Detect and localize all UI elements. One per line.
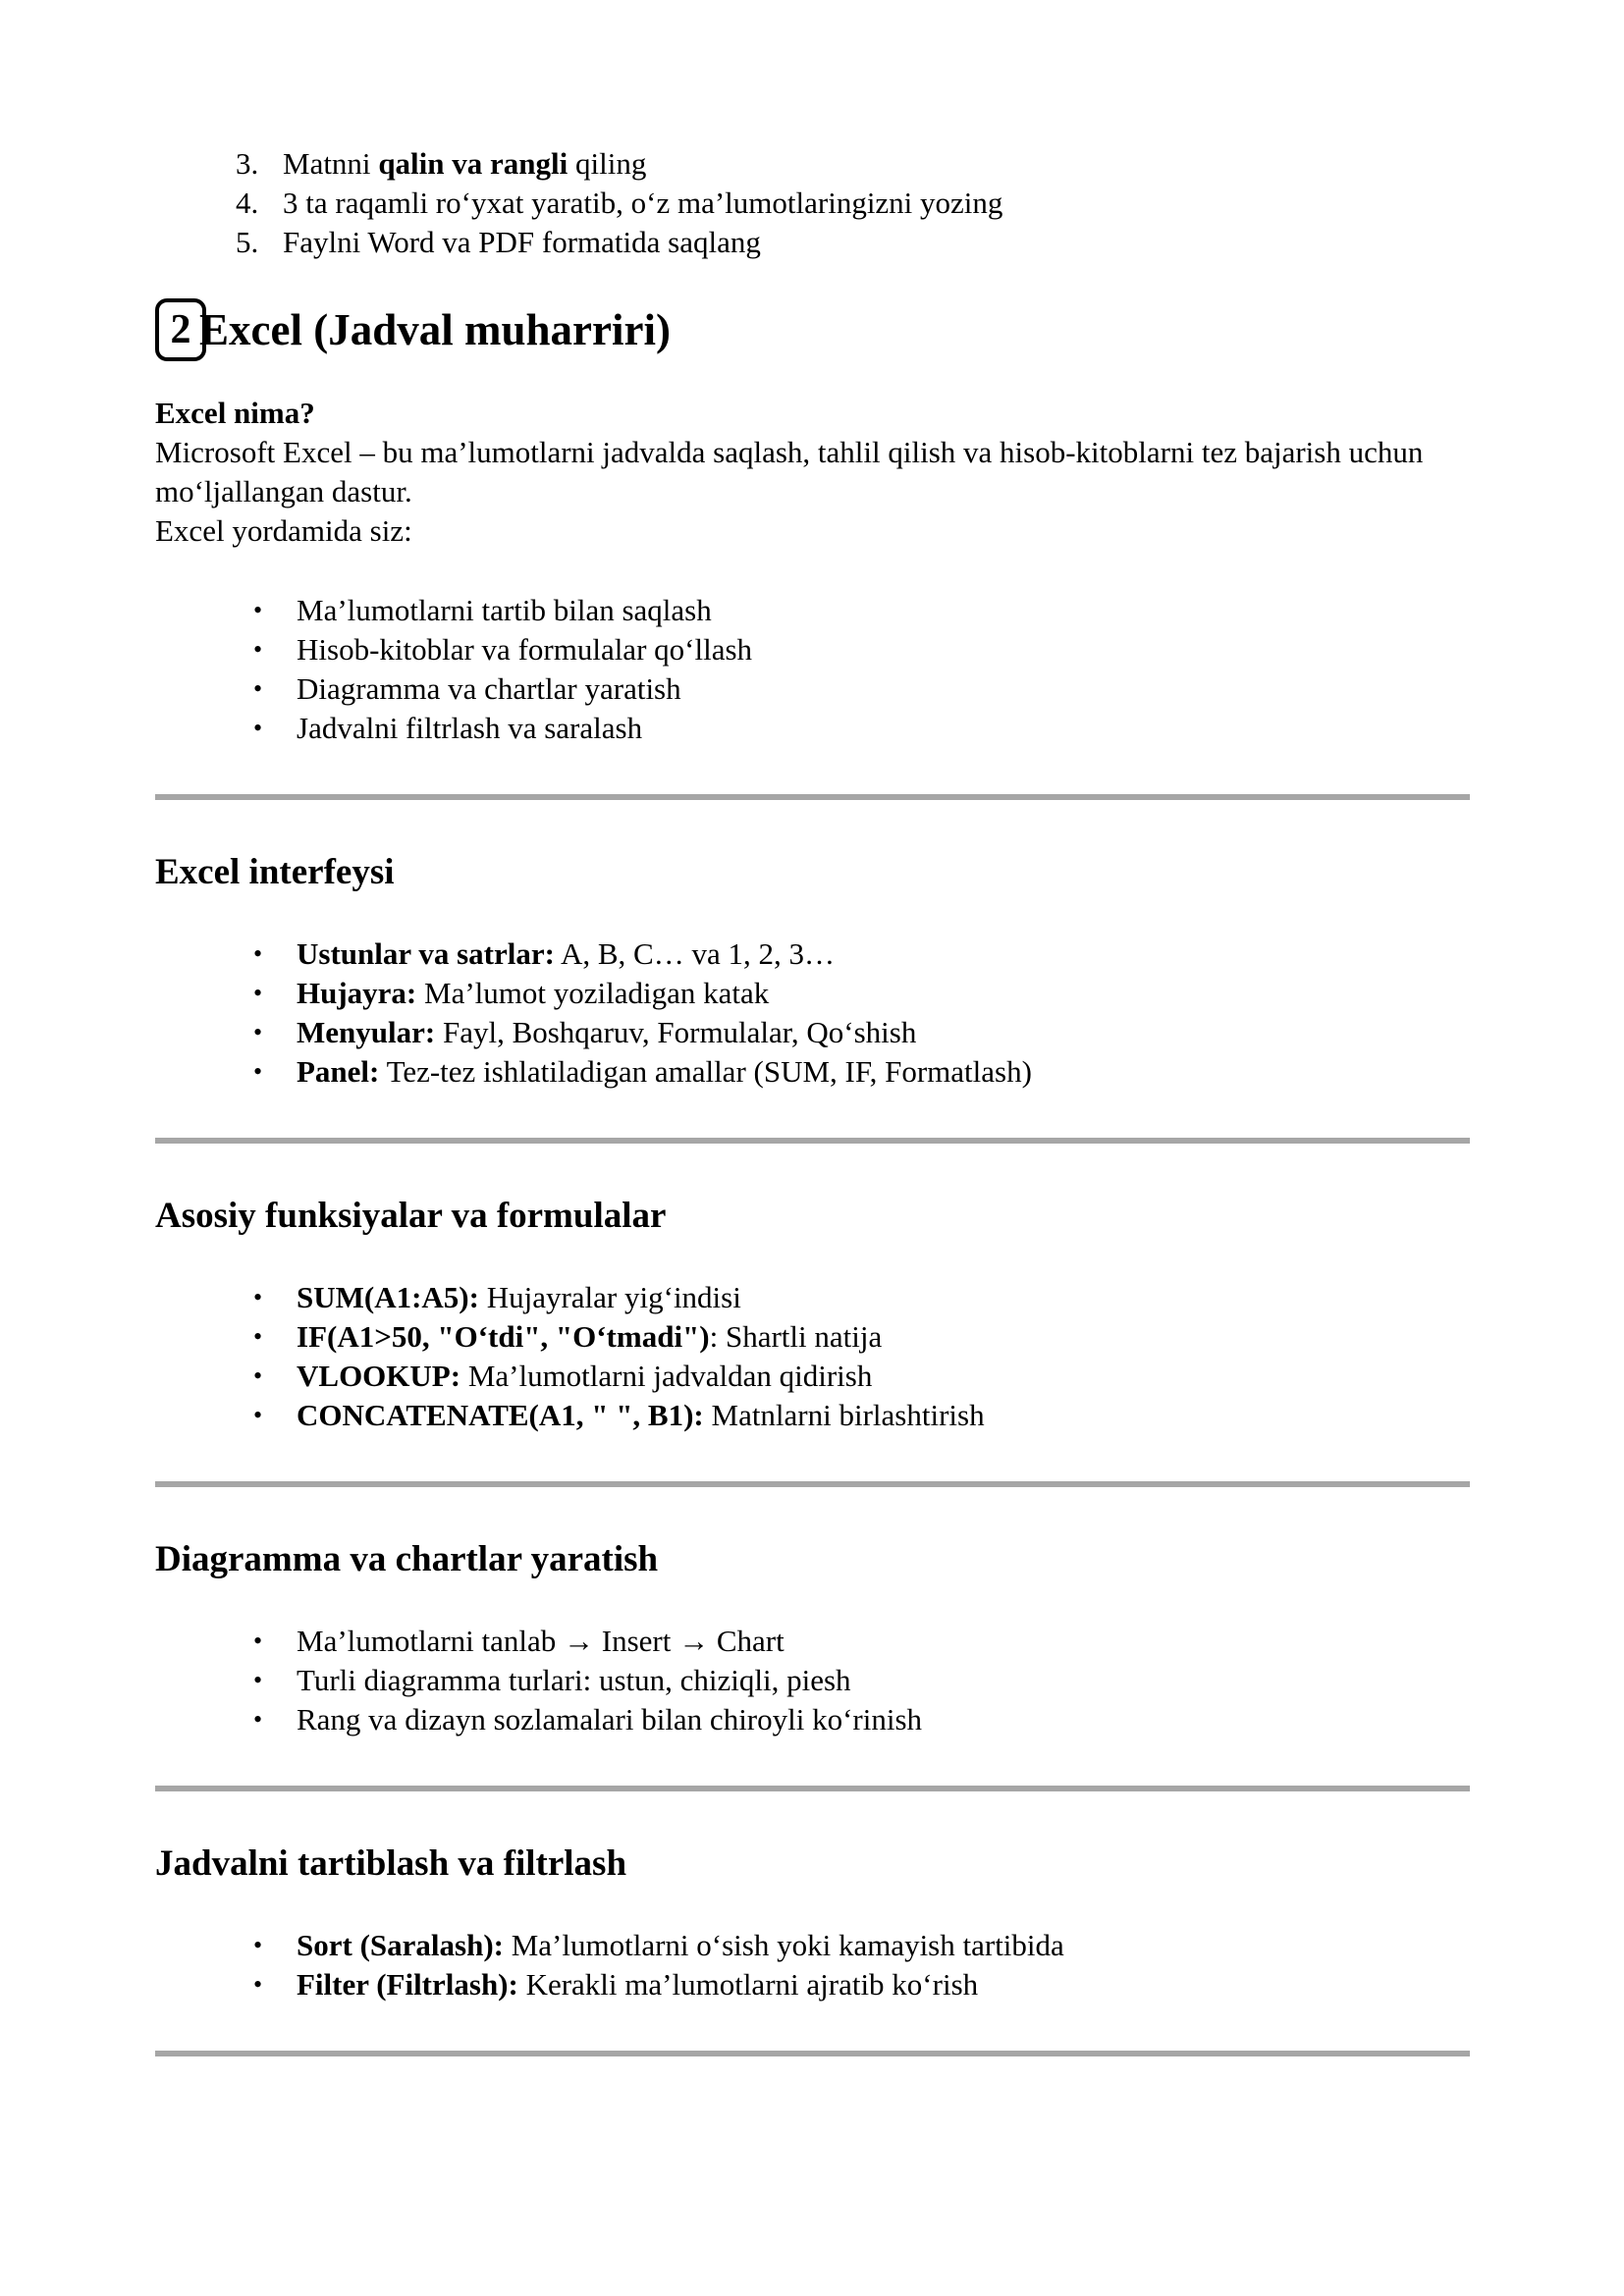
bold-run: IF(A1>50, "O‘tdi", "O‘tmadi") [297,1319,710,1354]
horizontal-rule [155,794,1470,800]
page-title [155,298,1470,361]
list-item [155,1013,1470,1052]
bullet-icon: • [253,1057,263,1086]
list-item-text [297,1700,922,1739]
bullet-icon: • [253,1401,263,1429]
bullet-icon: • [253,1970,263,1999]
list-item [155,1357,1470,1396]
list-item-text [297,1661,851,1700]
list-item [155,184,1470,223]
list-item [155,1396,1470,1435]
bold-run: qalin va rangli [378,146,568,181]
bullet-list [155,934,1470,1092]
bold-run: Menyular: [297,1015,436,1049]
bullet-icon: • [253,939,263,968]
list-item-text [297,1926,1064,1965]
list-item [155,144,1470,184]
bullet-icon: • [253,1018,263,1046]
bullet-icon: • [253,979,263,1007]
list-item-text [297,1013,916,1052]
text-run: Matnni [283,146,379,181]
lead-text: Excel yordamida siz: [155,513,412,548]
text-run: Fayl, Boshqaruv, Formulalar, Qo‘shish [435,1015,917,1049]
list-item-text [297,1052,1032,1092]
list-item [155,1317,1470,1357]
text-run: Faylni Word va PDF formatida saqlang [283,225,761,259]
text-run: Ma’lumotlarni o‘sish yoki kamayish tartibida [503,1928,1064,1962]
section-heading: Jadvalni tartiblash va filtrlash [155,1843,627,1884]
numbered-list [155,144,1470,262]
list-item-text [297,1622,785,1661]
bullet-icon: • [253,1705,263,1734]
list-item [155,669,1470,709]
list-item-text [297,1278,741,1317]
bullet-list [155,591,1470,748]
text-run: A, B, C… va 1, 2, 3… [554,936,835,971]
list-item [155,1700,1470,1739]
bold-run: SUM(A1:A5): [297,1280,479,1314]
list-item-text: Jadvalni filtrlash va saralash [297,711,643,745]
list-number: 4. [236,186,259,220]
list-item [155,1661,1470,1700]
bold-run: VLOOKUP: [297,1359,461,1393]
list-item [155,1965,1470,2004]
intro-paragraph [155,394,1470,551]
horizontal-rule [155,1481,1470,1487]
list-number: 3. [236,146,259,181]
list-item-text [297,934,835,974]
text-run: Turli diagramma turlari: ustun, chiziqli, piesh [297,1663,851,1697]
list-item-text: Hisob-kitoblar va formulalar qo‘llash [297,632,753,667]
list-item [155,223,1470,262]
horizontal-rule [155,1138,1470,1144]
text-run: : Shartli natija [709,1319,883,1354]
sub-heading: Excel nima? [155,396,315,430]
section-heading: Diagramma va chartlar yaratish [155,1539,659,1579]
list-item-text [283,144,646,184]
section-heading: Excel interfeysi [155,852,395,892]
bold-run: Sort (Saralash): [297,1928,504,1962]
list-item [155,1622,1470,1661]
bullet-icon: • [253,1666,263,1694]
bullet-icon: • [253,714,263,742]
page-title-text: Excel (Jadval muharriri) [199,305,671,354]
bold-run: Filter (Filtrlash): [297,1967,518,2002]
section-heading: Asosiy funksiyalar va formulalar [155,1196,667,1236]
text-run: Ma’lumotlarni tanlab → Insert → Chart [297,1624,785,1658]
list-item [155,1278,1470,1317]
bullet-icon: • [253,1627,263,1655]
list-item-text [283,184,1002,223]
text-run: Kerakli ma’lumotlarni ajratib ko‘rish [517,1967,979,2002]
body-text: Microsoft Excel – bu ma’lumotlarni jadvalda saqlash, tahlil qilish va hisob-kitoblarni tez bajarish uchun mo‘ljallangan dastur. [155,435,1424,508]
bullet-icon: • [253,674,263,703]
bold-run: Panel: [297,1054,380,1089]
text-run: Matnlarni birlashtirish [703,1398,985,1432]
list-item-text [297,1317,882,1357]
bullet-icon: • [253,1283,263,1311]
list-item-text [297,1965,978,2004]
list-item [155,934,1470,974]
keycap-2-icon: 2 [155,298,206,361]
list-item-text: Diagramma va chartlar yaratish [297,671,681,706]
bullet-icon: • [253,1322,263,1351]
list-number: 5. [236,225,259,259]
horizontal-rule [155,1786,1470,1791]
text-run: 3 ta raqamli ro‘yxat yaratib, o‘z ma’lumotlaringizni yozing [283,186,1003,220]
bullet-icon: • [253,1931,263,1959]
text-run: qiling [568,146,647,181]
bullet-icon: • [253,1362,263,1390]
list-item [155,1052,1470,1092]
bullet-icon: • [253,635,263,664]
text-run: Hujayralar yig‘indisi [478,1280,741,1314]
bold-run: Hujayra: [297,976,417,1010]
list-item-text [283,223,761,262]
list-item [155,709,1470,748]
text-run: Tez-tez ishlatiladigan amallar (SUM, IF, Formatlash) [379,1054,1032,1089]
bullet-list [155,1926,1470,2004]
text-run: Ma’lumotlarni jadvaldan qidirish [460,1359,873,1393]
list-item-text [297,974,769,1013]
bold-run: CONCATENATE(A1, " ", B1): [297,1398,704,1432]
list-item-text: Ma’lumotlarni tartib bilan saqlash [297,593,712,627]
list-item [155,1926,1470,1965]
horizontal-rule [155,2051,1470,2056]
text-run: Ma’lumot yoziladigan katak [416,976,770,1010]
bullet-icon: • [253,596,263,624]
text-run: Rang va dizayn sozlamalari bilan chiroyli ko‘rinish [297,1702,923,1736]
list-item-text [297,1396,985,1435]
list-item [155,974,1470,1013]
list-item [155,630,1470,669]
list-item-text [297,1357,872,1396]
bold-run: Ustunlar va satrlar: [297,936,555,971]
bullet-list [155,1278,1470,1435]
list-item [155,591,1470,630]
bullet-list [155,1622,1470,1739]
